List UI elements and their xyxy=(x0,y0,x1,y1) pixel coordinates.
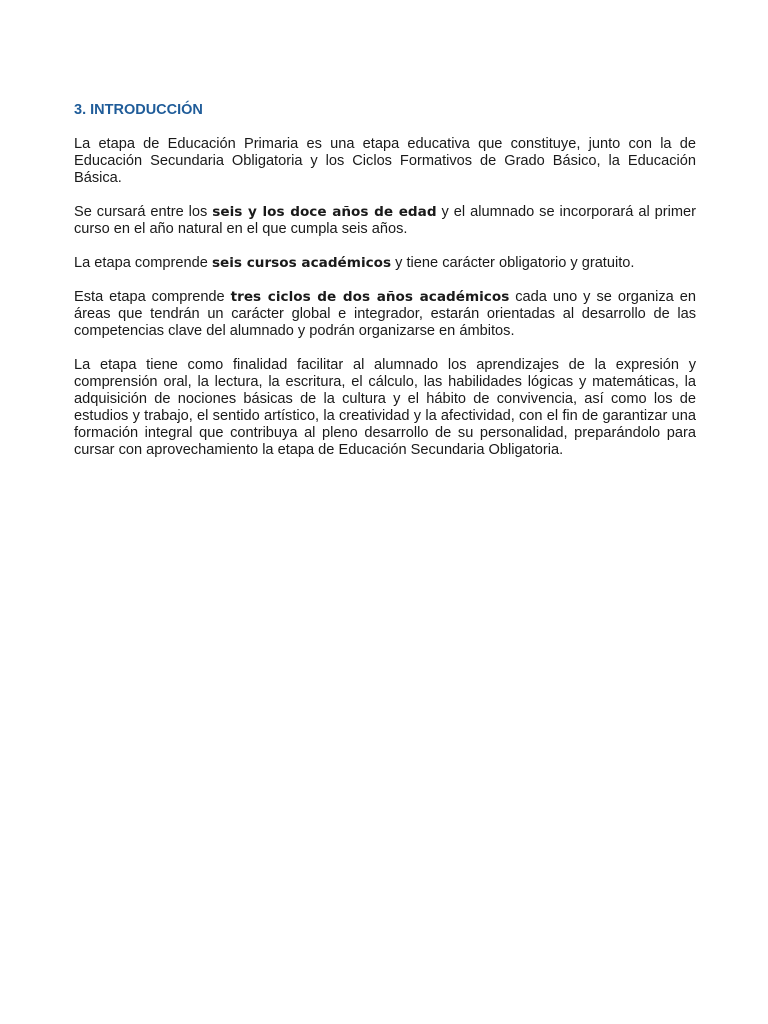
section-title: 3. INTRODUCCIÓN xyxy=(74,102,203,118)
paragraph-cursos-text-end: y tiene carácter obligatorio y gratuito. xyxy=(391,255,635,271)
paragraph-cursos-bold: seis cursos académicos xyxy=(211,255,392,271)
paragraph-edad-text-start: Se cursará entre los xyxy=(74,204,213,220)
paragraph-finalidad: La etapa tiene como finalidad facilitar al alumnado los aprendizajes de la expresión y comprensión oral, la lectura, la escritura, el cálculo, las habilidades lógicas y matemáticas, la adquisición de nociones básicas de la cultura y el hábito de convivencia, así como los de estudios y trabajo, el sentido artístico, la creatividad y la afectividad, con el fin de garantizar una formación integral que contribuya al pleno desarrollo de su personalidad, preparándolo para cursar con aprovechamiento la etapa de Educación Secundaria Obligatoria. xyxy=(74,357,696,458)
paragraph-edad-bold: seis y los doce años de edad xyxy=(212,204,437,220)
paragraph-ciclos-text-start: Esta etapa comprende xyxy=(74,289,231,305)
paragraph-cursos xyxy=(74,255,696,272)
paragraph-educacion-basica: La etapa de Educación Primaria es una etapa educativa que constituye, junto con la de Educación Secundaria Obligatoria y los Ciclos Formativos de Grado Básico, la Educación Básica. xyxy=(74,136,696,186)
paragraph-edad xyxy=(74,204,696,238)
paragraph-ciclos xyxy=(74,289,696,340)
paragraph-cursos-text-start: La etapa comprende xyxy=(74,255,212,271)
document-page xyxy=(74,100,696,476)
paragraph-edad-text-end: y el alumnado se incorporará al primer curso en el año natural en el que cumpla seis años. xyxy=(74,204,697,237)
paragraph-ciclos-text-end: cada uno y se organiza en áreas que tendrán un carácter global e integrador, estarán orientadas al desarrollo de las competencias clave del alumnado y podrán organizarse en ámbitos. xyxy=(74,289,697,339)
paragraph-ciclos-bold: tres ciclos de dos años académicos xyxy=(230,289,510,305)
